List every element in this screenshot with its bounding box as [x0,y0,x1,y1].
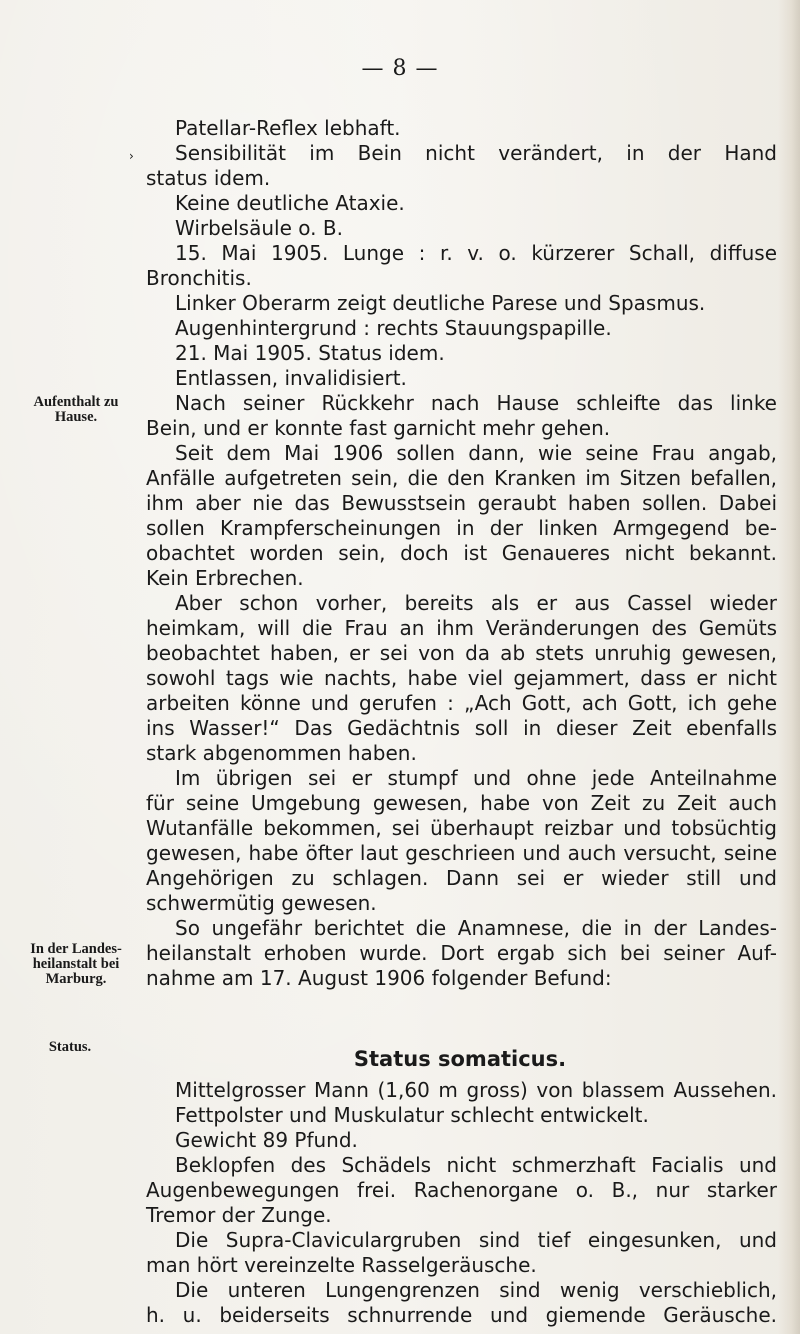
text-line: Tremor der Zunge. [146,1203,332,1227]
stray-mark: › [129,149,134,163]
text-line: Augenbewegungen frei. Rachenorgane o. B., nur starker [146,1178,777,1202]
page-edge-shadow [778,0,800,1334]
text-line: man hört vereinzelte Rasselgeräusche. [146,1253,537,1277]
text-line: Seit dem Mai 1906 sollen dann, wie seine Frau angab, [175,441,777,465]
text-line: sowohl tags wie nachts, habe viel gejammert, dass er nicht [146,666,777,690]
text-line: Gewicht 89 Pfund. [175,1128,358,1152]
text-line: Bronchitis. [146,266,252,290]
text-line: ins Wasser!“ Das Gedächtnis soll in dieser Zeit ebenfalls [146,716,777,740]
text-line: 21. Mai 1905. Status idem. [175,341,445,365]
margin-note-status: Status. [48,1039,92,1055]
text-line: Entlassen, invalidisiert. [175,366,407,390]
text-line: Angehörigen zu schlagen. Dann sei er wieder still und [146,866,777,890]
text-line: Bein, und er konnte fast garnicht mehr gehen. [146,416,611,440]
text-line: Beklopfen des Schädels nicht schmerzhaft Facialis und [175,1153,777,1177]
text-line: ihm aber nie das Bewusstsein geraubt haben sollen. Dabei [146,491,777,515]
text-line: Patellar-Reflex lebhaft. [175,116,401,140]
text-line: heimkam, will die Frau an ihm Veränderungen des Gemüts [146,616,777,640]
text-line: status idem. [146,166,271,190]
text-line: Die unteren Lungengrenzen sind wenig verschieblich, [175,1278,777,1302]
text-line: obachtet worden sein, doch ist Genaueres nicht bekannt. [146,541,777,565]
text-line: 15. Mai 1905. Lunge : r. v. o. kürzerer Schall, diffuse [175,241,777,265]
text-line: beobachtet haben, er sei von da ab stets unruhig gewesen, [146,641,777,665]
text-line: arbeiten könne und gerufen : „Ach Gott, ach Gott, ich gehe [146,691,777,715]
text-line: Aber schon vorher, bereits als er aus Cassel wieder [175,591,777,615]
text-line: Keine deutliche Ataxie. [175,191,405,215]
text-line: sollen Krampferscheinungen in der linken Armgegend be- [146,516,777,540]
margin-note-landesanstalt: In der Landes-heilanstalt bei Marburg. [30,941,122,987]
text-line: gewesen, habe öfter laut geschrieen und auch versucht, seine [146,841,777,865]
text-line: Nach seiner Rückkehr nach Hause schleifte das linke [175,391,777,415]
text-line: Kein Erbrechen. [146,566,304,590]
text-line: h. u. beiderseits schnurrende und giemende Geräusche. [146,1303,777,1327]
text-line: Die Supra-Claviculargruben sind tief eingesunken, und [175,1228,777,1252]
text-line: nahme am 17. August 1906 folgender Befund: [146,966,612,990]
text-line: für seine Umgebung gewesen, habe von Zeit zu Zeit auch [146,791,777,815]
text-line: So ungefähr berichtet die Anamnese, die in der Landes- [175,916,777,940]
text-line: heilanstalt erhoben wurde. Dort ergab sich bei seiner Auf- [146,941,777,965]
text-line: Linker Oberarm zeigt deutliche Parese und Spasmus. [175,291,706,315]
text-line: Im übrigen sei er stumpf und ohne jede Anteilnahme [175,766,777,790]
text-line: schwermütig gewesen. [146,891,377,915]
margin-note-aufenthalt: Aufenthalt zu Hause. [33,394,119,425]
text-line: Anfälle aufgetreten sein, die den Kranken im Sitzen befallen, [146,466,777,490]
text-line: Augenhintergrund : rechts Stauungspapille. [175,316,612,340]
text-line: Mittelgrosser Mann (1,60 m gross) von blassem Aussehen. [175,1078,777,1102]
text-line: Wirbelsäule o. B. [175,216,343,240]
section-heading: Status somaticus. [353,1047,567,1071]
text-line: Wutanfälle bekommen, sei überhaupt reizbar und tobsüchtig [146,816,777,840]
text-line: stark abgenommen haben. [146,741,417,765]
page-number: — 8 — [361,56,439,81]
text-line: Fettpolster und Muskulatur schlecht entwickelt. [175,1103,649,1127]
text-line: Sensibilität im Bein nicht verändert, in der Hand [175,141,777,165]
